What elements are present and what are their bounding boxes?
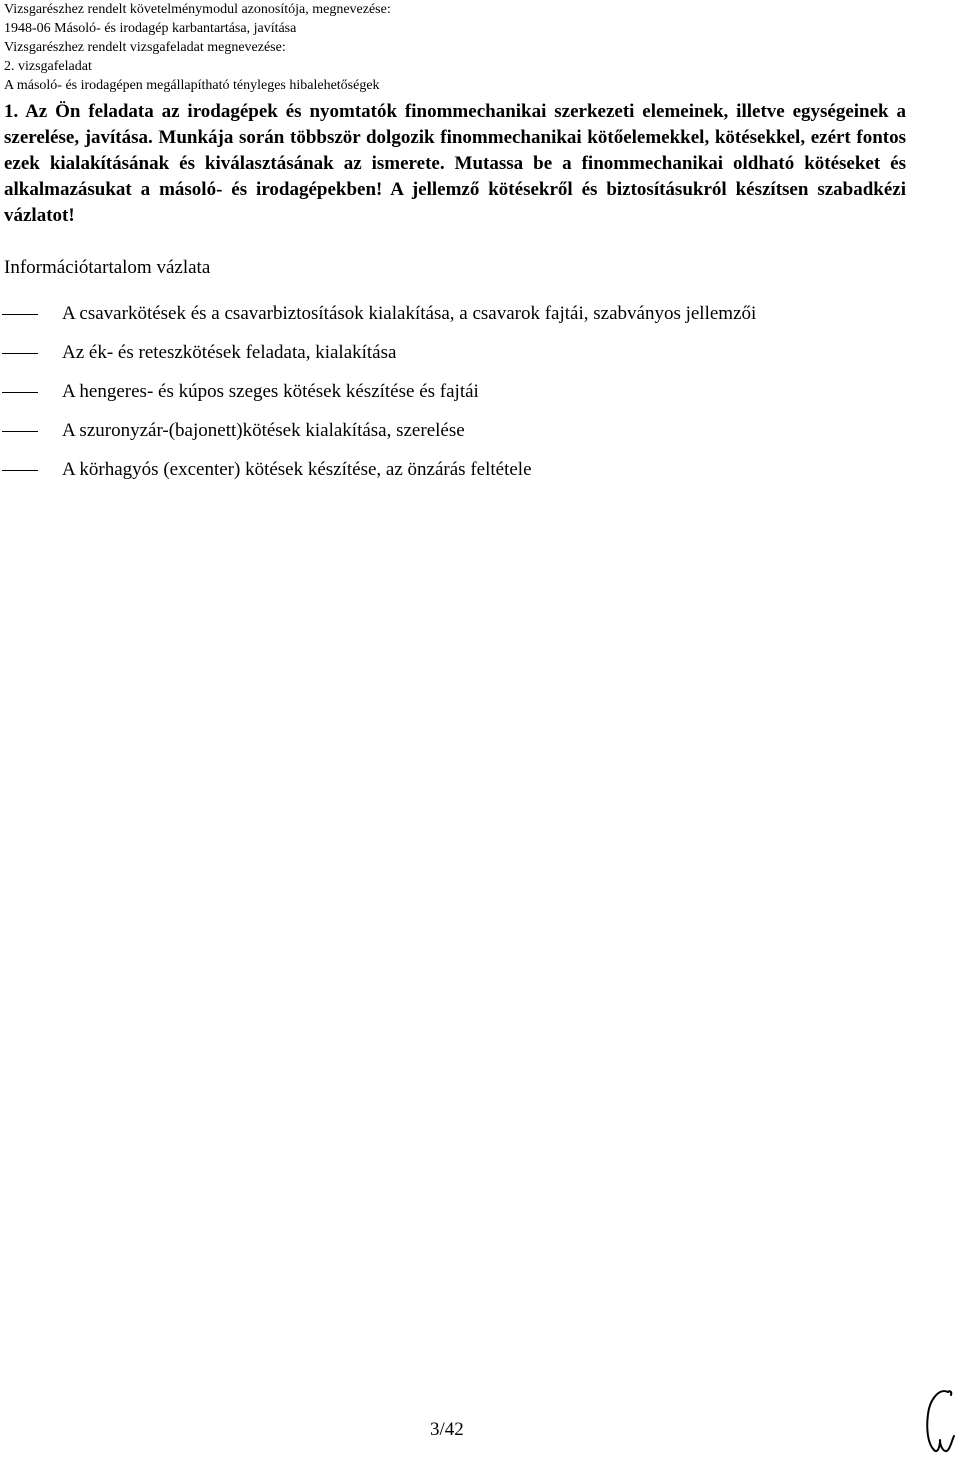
header-line-task-title: A másoló- és irodagépen megállapítható tényleges hibalehetőségek [4,78,380,93]
outline-title: Információtartalom vázlata [4,257,211,278]
list-item [0,419,940,458]
header-line-task-number: 2. vizsgafeladat [4,59,92,74]
dash-bullet-icon [2,470,38,471]
dash-bullet-icon [2,353,38,354]
header-line-module-label: Vizsgarészhez rendelt követelménymodul azonosítója, megnevezése: [4,2,391,17]
dash-bullet-icon [2,431,38,432]
list-item-text: Az ék- és reteszkötések feladata, kialakítása [62,342,397,363]
list-item-text: A szuronyzár-(bajonett)kötések kialakítása, szerelése [62,420,465,441]
list-item-text: A csavarkötések és a csavarbiztosítások kialakítása, a csavarok fajtái, szabványos jellemzői [62,303,757,324]
list-item [0,458,940,497]
document-header [4,0,944,95]
handwritten-signature-icon [918,1384,958,1460]
list-item [0,380,940,419]
list-item [0,302,940,341]
task-description: 1. Az Ön feladata az irodagépek és nyomtatók finommechanikai szerkezeti elemeinek, illetve egységeinek a szerelése, javítása. Munkája során többször dolgozik finommechanikai kötőelemekkel, kötésekkel, ezért fontos ezek kialakításának és kiválasztásának az ismerete. Mutassa be a finommechanikai oldható kötéseket és alkalmazásukat a másoló- és irodagépekben! A jellemző kötésekről és biztosításukról készítsen szabadkézi vázlatot! [4,101,906,226]
header-line-task-label: Vizsgarészhez rendelt vizsgafeladat megnevezése: [4,40,286,55]
header-line-module-name: 1948-06 Másoló- és irodagép karbantartása, javítása [4,21,297,36]
dash-bullet-icon [2,314,38,315]
list-item-text: A körhagyós (excenter) kötések készítése, az önzárás feltétele [62,459,532,480]
list-item [0,341,940,380]
dash-bullet-icon [2,392,38,393]
outline-list [0,302,940,497]
page-number: 3/42 [430,1419,464,1440]
list-item-text: A hengeres- és kúpos szeges kötések készítése és fajtái [62,381,479,402]
